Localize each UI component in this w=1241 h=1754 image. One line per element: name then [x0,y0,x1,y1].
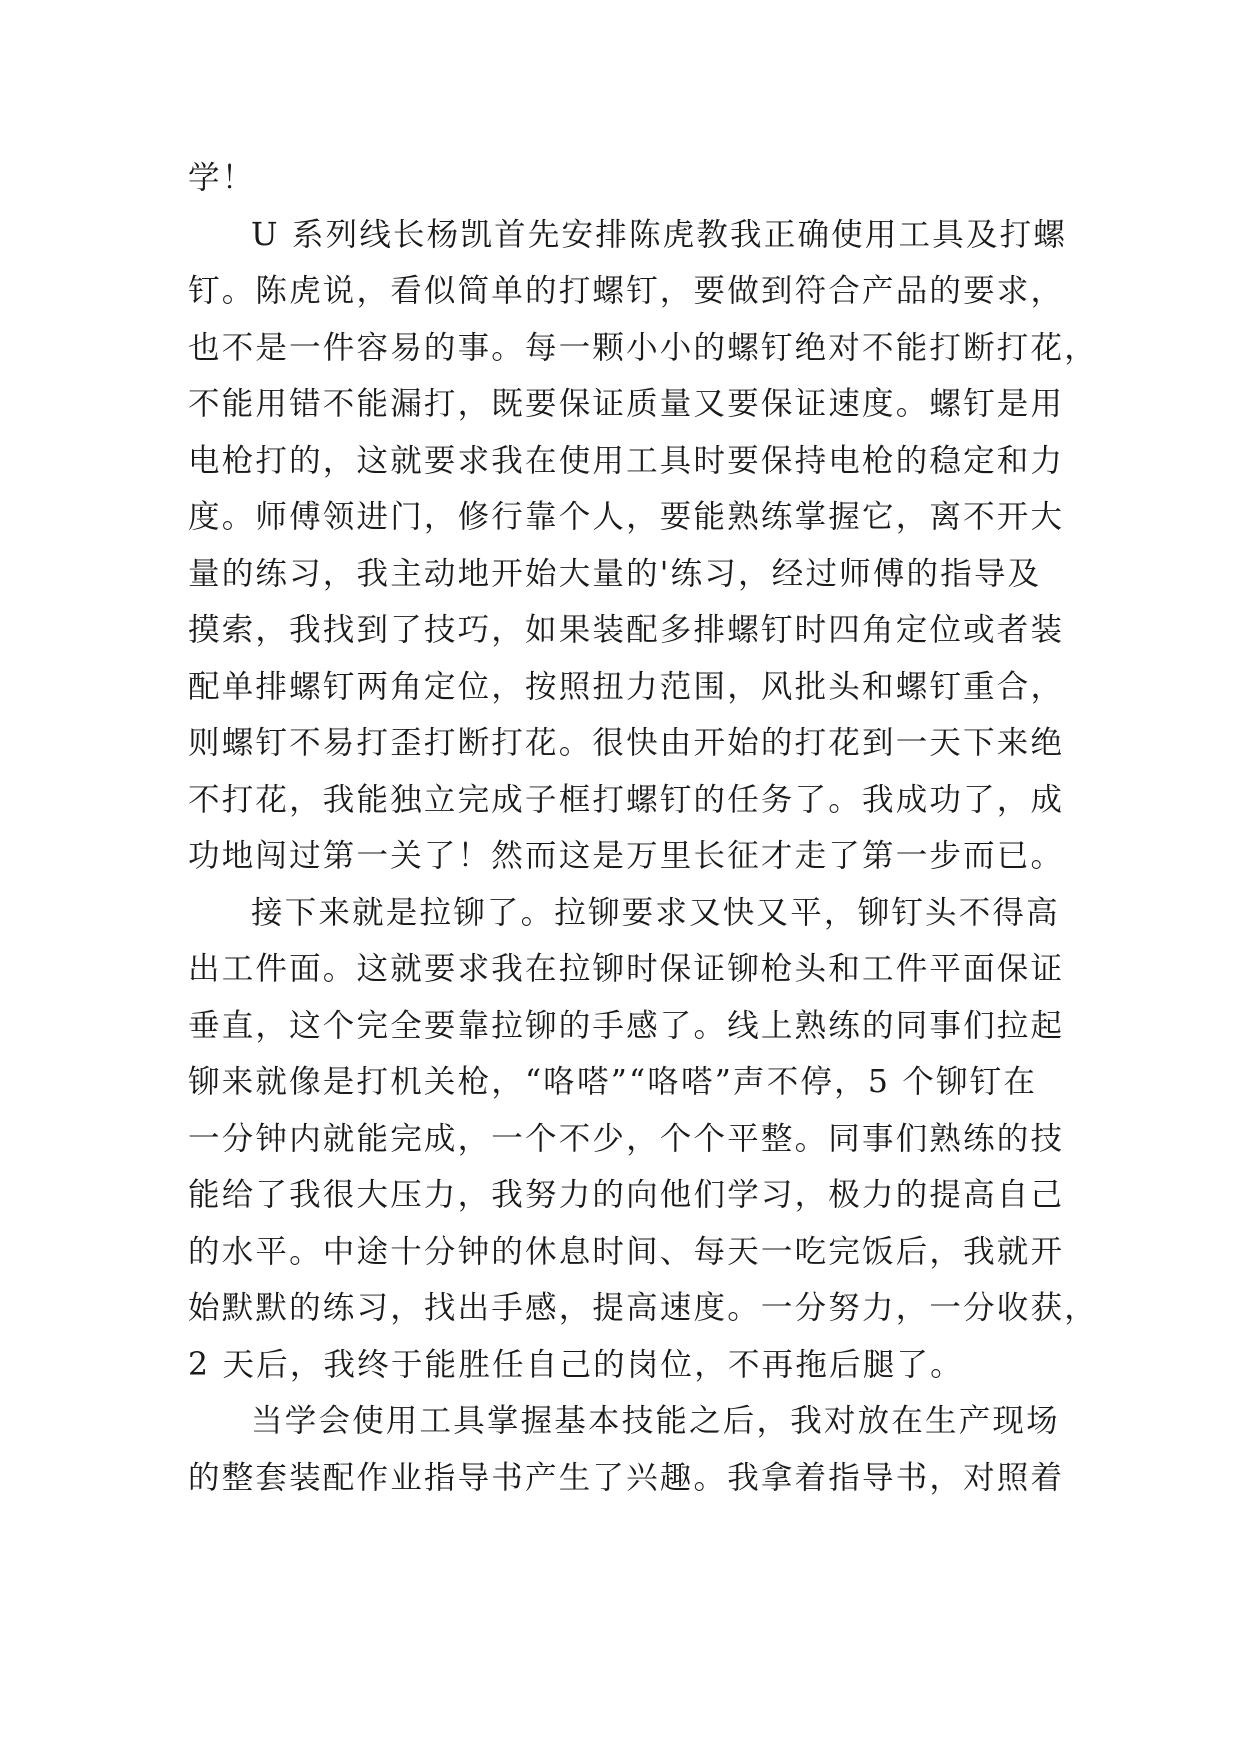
text-line: 不能用错不能漏打，既要保证质量又要保证速度。螺钉是用 [188,386,1065,422]
text-line: 学！ [188,160,256,196]
text-line: 不打花，我能独立完成子框打螺钉的任务了。我成功了，成 [188,781,1065,818]
text-line: 铆来就像是打机关枪，“咯嗒”“咯嗒”声不停，5 个铆钉在 [188,1064,1038,1100]
text-line: 功地闯过第一关了！然而这是万里长征才走了第一步而已。 [188,838,1065,874]
text-line: 也不是一件容易的事。每一颗小小的螺钉绝对不能打断打花， [188,329,1098,366]
paragraph-first-line: 当学会使用工具掌握基本技能之后，我对放在生产现场 [251,1403,1060,1439]
text-line: 的整套装配作业指导书产生了兴趣。我拿着指导书，对照着 [188,1459,1065,1496]
document-body [188,150,1098,1506]
text-line: 度。师傅领进门，修行靠个人，要能熟练掌握它，离不开大 [188,499,1065,535]
text-line: 电枪打的，这就要求我在使用工具时要保持电枪的稳定和力 [188,442,1065,479]
text-line: 能给了我很大压力，我努力的向他们学习，极力的提高自己 [188,1177,1065,1213]
text-line: 量的练习，我主动地开始大量的'练习，经过师傅的指导及 [188,555,1042,592]
text-line: 2 天后，我终于能胜任自己的岗位，不再拖后腿了。 [188,1346,964,1383]
text-line: 一分钟内就能完成，一个不少，个个平整。同事们熟练的技 [188,1120,1065,1157]
text-line: 摸索，我找到了技巧，如果装配多排螺钉时四角定位或者装 [188,612,1065,648]
text-line: 钉。陈虎说，看似简单的打螺钉，要做到符合产品的要求， [188,273,1065,309]
text-line: 则螺钉不易打歪打断打花。很快由开始的打花到一天下来绝 [188,725,1065,761]
paragraph-first-line: U 系列线长杨凯首先安排陈虎教我正确使用工具及打螺 [251,216,1068,253]
text-line: 始默默的练习，找出手感，提高速度。一分努力，一分收获， [188,1290,1098,1326]
text-line: 配单排螺钉两角定位，按照扭力范围，风批头和螺钉重合， [188,668,1065,705]
text-line: 出工件面。这就要求我在拉铆时保证铆枪头和工件平面保证 [188,951,1065,987]
paragraph-first-line: 接下来就是拉铆了。拉铆要求又快又平，铆钉头不得高 [251,894,1060,931]
text-line: 垂直，这个完全要靠拉铆的手感了。线上熟练的同事们拉起 [188,1007,1065,1044]
text-line: 的水平。中途十分钟的休息时间、每天一吃完饭后，我就开 [188,1233,1065,1270]
